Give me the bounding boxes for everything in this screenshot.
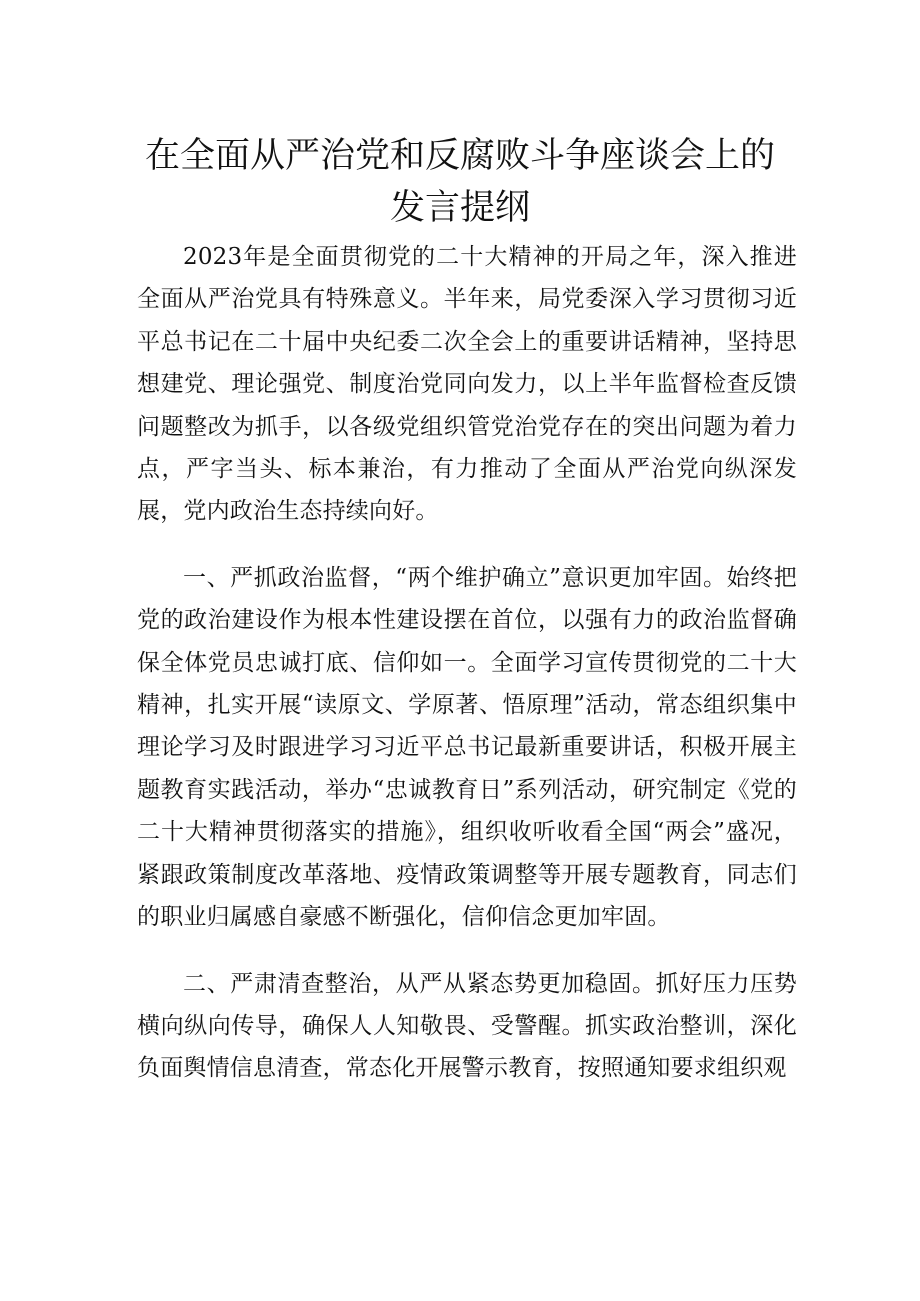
document-title-line2: 发言提纲 [389,188,530,228]
paragraph-intro: 2023年是全面贯彻党的二十大精神的开局之年，深入推进全面从严治党具有特殊意义。半年来，局党委深入学习贯彻习近平总书记在二十届中央纪委二次全会上的重要讲话精神，坚持思想建党、理论强党、制度治党同向发力，以上半年监督检查反馈问题整改为抓手，以各级党组织管党治党存在的突出问题为着力点，严字当头、标本兼治，有力推动了全面从严治党向纵深发展，党内政治生态持续向好。 [137,244,797,525]
document-title-line1: 在全面从严治党和反腐败斗争座谈会上的 [144,136,775,176]
paragraph-section-one: 一、严抓政治监督，“两个维护确立”意识更加牢固。始终把党的政治建设作为根本性建设摆在首位，以强有力的政治监督确保全体党员忠诚打底、信仰如一。全面学习宣传贯彻党的二十大精神，扎实开展“读原文、学原著、悟原理”活动，常态组织集中理论学习及时跟进学习习近平总书记最新重要讲话，积极开展主题教育实践活动，举办“忠诚教育日”系列活动，研究制定《党的二十大精神贯彻落实的措施》，组织收听收看全国“两会”盛况，紧跟政策制度改革落地、疫情政策调整等开展专题教育，同志们的职业归属感自豪感不断强化，信仰信念更加牢固。 [137,564,797,931]
document-body [137,236,797,1090]
paragraph-section-two: 二、严肃清查整治，从严从紧态势更加稳固。抓好压力压势横向纵向传导，确保人人知敬畏、受警醒。抓实政治整训，深化负面舆情信息清查，常态化开展警示教育，按照通知要求组织观 [137,970,797,1082]
